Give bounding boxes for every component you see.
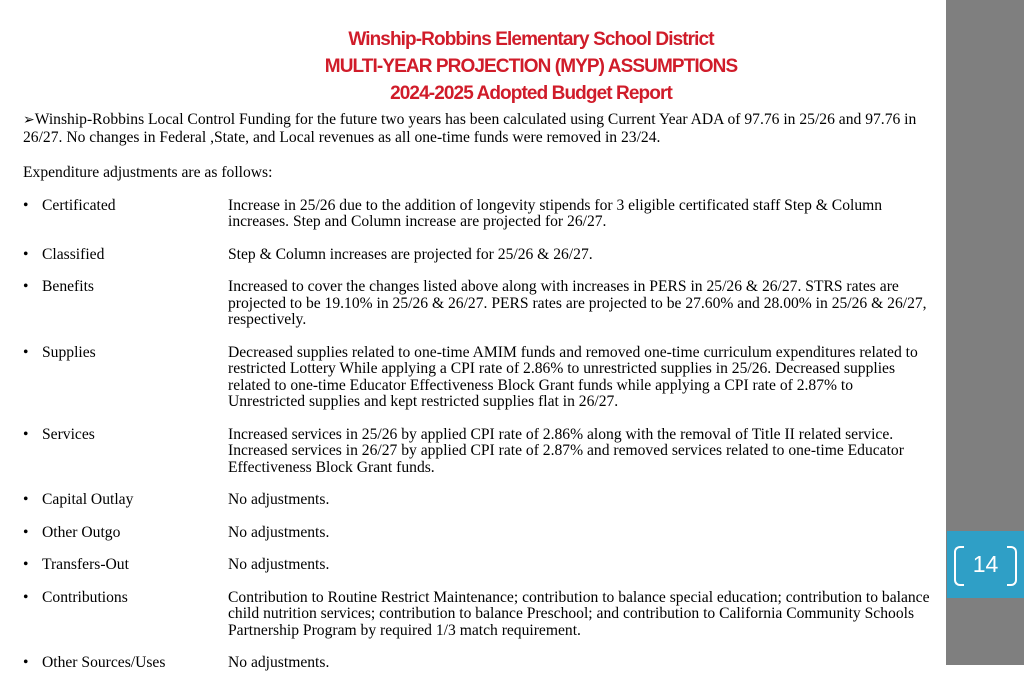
adjustment-row [23,590,933,640]
adjustment-row [23,247,933,264]
bullet-icon: • [23,523,29,541]
bullet-icon: • [23,588,29,606]
title-district: Winship-Robbins Elementary School District [348,29,714,50]
adjustment-description: Increased services in 25/26 by applied CPI rate of 2.86% along with the removal of Title II related service. Increased services in 26/27 by applied CPI rate of 2.87% and removed services related to one-time Educator Effectiveness Block Grant funds. [228,425,904,476]
right-bracket-icon [1007,546,1017,586]
adjustment-label [23,198,228,231]
bullet-icon: • [23,245,29,263]
bullet-icon: • [23,278,29,295]
adjustment-category: Transfers-Out [42,556,129,573]
expenditure-lead: Expenditure adjustments are as follows: [23,164,273,181]
slide-title [0,26,1024,107]
adjustment-row [23,557,933,574]
arrow-bullet-icon: ➢ [23,113,35,128]
adjustment-label [23,590,228,640]
adjustment-description: Step & Column increases are projected for 25/26 & 26/27. [228,245,593,263]
adjustment-category: Other Sources/Uses [42,654,166,671]
slide-body [23,112,933,688]
bullet-icon: • [23,343,29,361]
adjustment-label [23,492,228,509]
bullet-icon: • [23,556,29,573]
adjustment-label [23,655,228,672]
adjustment-description: No adjustments. [228,556,330,573]
adjustment-label [23,427,228,477]
left-bracket-icon [954,546,964,586]
adjustment-description: No adjustments. [228,491,330,508]
adjustment-description: No adjustments. [228,523,330,541]
adjustment-label [23,557,228,574]
adjustment-category: Other Outgo [42,523,121,541]
adjustment-category: Benefits [42,278,94,295]
bullet-icon: • [23,654,29,671]
adjustment-description: Decreased supplies related to one-time AMIM funds and removed one-time curriculum expenditures related to restricted Lottery While applying a CPI rate of 2.86% to unrestricted supplies in 25/26. Decreased supplies related to one-time Educator Effectiveness Block Grant funds while applying a CPI rate of 2.87% to Unrestricted supplies and kept restricted supplies flat in 26/27. [228,343,918,410]
adjustment-row [23,198,933,231]
bullet-icon: • [23,491,29,508]
adjustment-description: No adjustments. [228,654,330,671]
adjustment-row [23,345,933,411]
adjustment-category: Certificated [42,196,116,214]
adjustment-label [23,279,228,329]
adjustment-description: Increased to cover the changes listed above along with increases in PERS in 25/26 & 26/27. STRS rates are projected to be 19.10% in 25/26 & 26/27. PERS rates are projected to be 27.60% and 28.00% in 25/26 & 26/27, respectively. [228,278,927,328]
adjustment-row [23,492,933,509]
adjustment-label [23,345,228,411]
adjustment-row [23,279,933,329]
bullet-icon: • [23,425,29,443]
page-number: 14 [972,551,999,577]
adjustment-label [23,247,228,264]
adjustment-list [23,198,933,672]
adjustment-label [23,525,228,542]
title-assumptions: MULTI-YEAR PROJECTION (MYP) ASSUMPTIONS [324,56,738,77]
intro-paragraph [23,112,933,146]
adjustment-category: Capital Outlay [42,491,134,508]
adjustment-row [23,427,933,477]
adjustment-row [23,655,933,672]
adjustment-description: Contribution to Routine Restrict Maintenance; contribution to balance special education; contribution to balance child nutrition services; contribution to balance Preschool; and contribution to California Community Schools Partnership Program by required 1/3 match requirement. [228,588,930,639]
page-number-badge [947,531,1024,598]
title-report: 2024-2025 Adopted Budget Report [390,83,672,104]
adjustment-description: Increase in 25/26 due to the addition of longevity stipends for 3 eligible certificated staff Step & Column increases. Step and Column increase are projected for 26/27. [228,196,883,230]
adjustment-category: Contributions [42,588,128,606]
adjustment-category: Services [42,425,95,443]
adjustment-category: Classified [42,245,105,263]
intro-text: Winship-Robbins Local Control Funding for the future two years has been calculated using Current Year ADA of 97.76 in 25/26 and 97.76 in 26/27. No changes in Federal ,State, and Local revenues as all one-time funds were removed in 23/24. [23,111,917,146]
adjustment-category: Supplies [42,343,96,361]
adjustment-row [23,525,933,542]
bullet-icon: • [23,196,29,214]
